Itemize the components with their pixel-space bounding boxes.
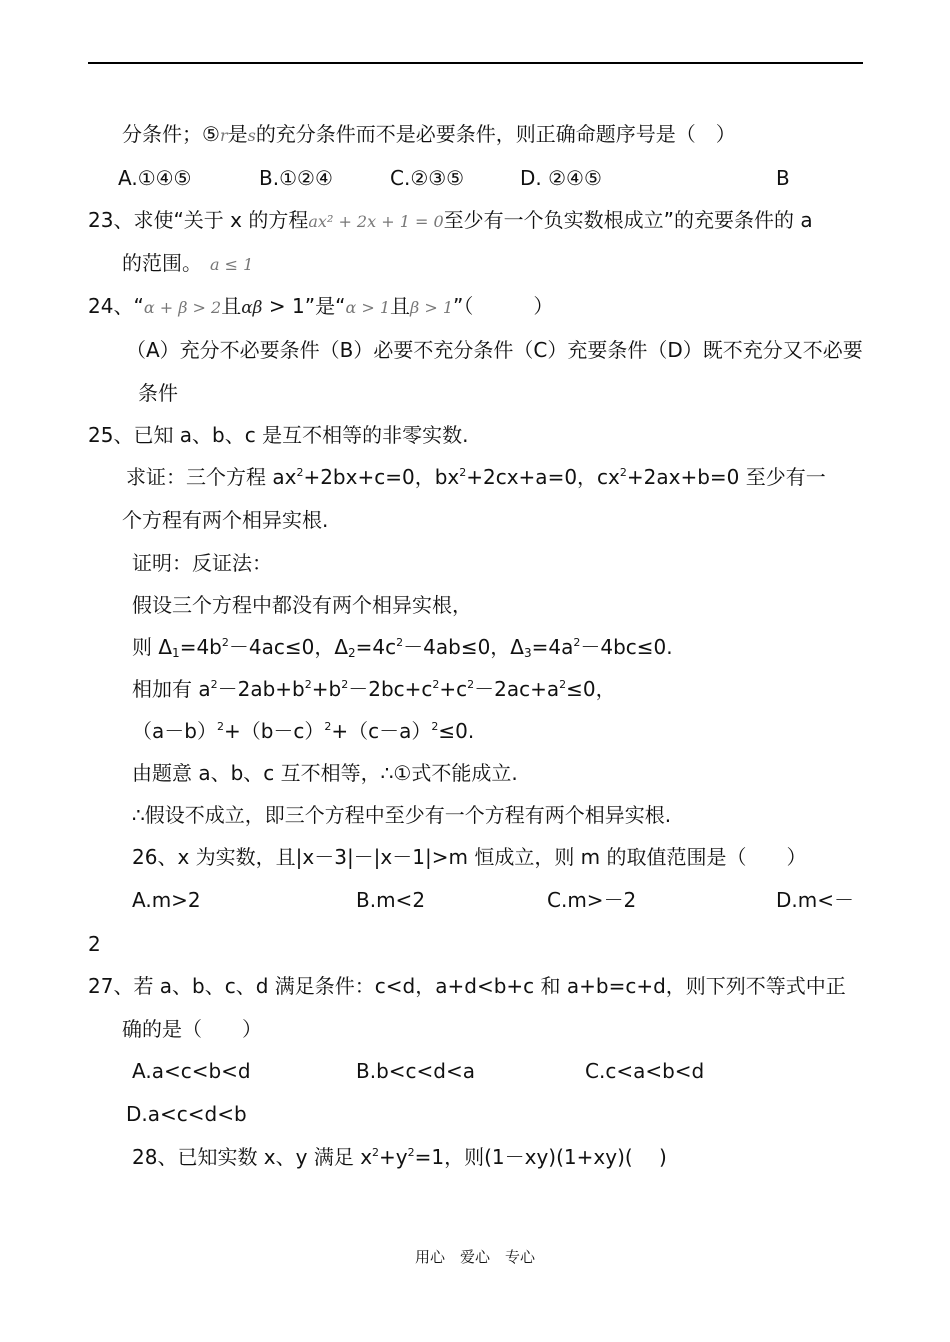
q26-option-b: B.m<2 <box>356 888 426 912</box>
page-footer: 用心 爱心 专心 <box>414 1248 535 1266</box>
q26-option-c: C.m>－2 <box>547 888 637 912</box>
q25-squares: $(a-b)^2+(b-c)^2+(c-a)^2\le 0$. <box>132 719 475 743</box>
q28-question: 28、已知实数 x、y 满足 $x^2+y^2=1$，则(1－xy)(1+xy)( ) <box>132 1145 667 1169</box>
q22-option-d: D. ②④⑤ <box>520 166 602 190</box>
q23-answer: a ≤ 1 <box>210 255 254 274</box>
q24-question: 24、“α + β > 2且αβ > 1”是“α > 1且β > 1”（ ） <box>88 294 554 318</box>
q26-option-d-wrap: 2 <box>88 932 101 956</box>
q22-option-b: B.①②④ <box>259 166 333 190</box>
q25-deltas: 则 $\Delta_1=4b^2-4ac\le 0$，$\Delta_2=4c^2-4ab\le 0$，$\Delta_3=4a^2-4bc\le 0$. <box>132 635 673 660</box>
q27-option-b: B.b<c<d<a <box>356 1059 475 1083</box>
q27-line1: 27、若 a、b、c、d 满足条件：c<d，a+d<b+c 和 a+b=c+d，则下列不等式中正 <box>88 974 846 998</box>
q23-equation: ax² + 2x + 1 = 0 <box>308 212 444 231</box>
q25-claim-line2: 个方程有两个相异实根. <box>122 508 329 532</box>
q25-proof-label: 证明：反证法： <box>132 551 272 575</box>
q25-contradiction: 由题意 a、b、c 互不相等，∴①式不能成立. <box>132 761 518 785</box>
q23-line2: 的范围。 a ≤ 1 <box>122 251 254 275</box>
q22-option-a: A.①④⑤ <box>118 166 192 190</box>
q24-options-wrap: 条件 <box>138 381 178 405</box>
q23-line1: 23、求使“关于 x 的方程ax² + 2x + 1 = 0至少有一个负实数根成立”的充要条件的 a <box>88 208 813 232</box>
q26-option-d: D.m<－ <box>776 888 854 912</box>
q22-answer: B <box>776 166 790 190</box>
q25-sum: 相加有 $a^2-2ab+b^2+b^2-2bc+c^2+c^2-2ac+a^2\le 0$， <box>132 677 616 701</box>
q26-question: 26、x 为实数，且|x－3|－|x－1|>m 恒成立，则 m 的取值范围是（ ） <box>132 845 807 869</box>
q25-title: 25、已知 a、b、c 是互不相等的非零实数. <box>88 423 469 447</box>
header-rule <box>88 62 863 64</box>
q27-line2: 确的是（ ） <box>122 1017 262 1041</box>
q22-option-c: C.②③⑤ <box>390 166 465 190</box>
q24-options: （A）充分不必要条件（B）必要不充分条件（C）充要条件（D）既不充分又不必要 <box>126 338 863 362</box>
q25-claim-line1: 求证：三个方程 $ax^2+2bx+c=0$，$bx^2+2cx+a=0$，$cx^2+2ax+b=0$ 至少有一 <box>126 465 826 489</box>
q27-option-d: D.a<c<d<b <box>126 1102 247 1126</box>
q22-tail: 分条件；⑤r是s的充分条件而不是必要条件，则正确命题序号是（ ） <box>122 122 736 146</box>
q27-option-a: A.a<c<b<d <box>132 1059 251 1083</box>
q25-conclusion: ∴假设不成立，即三个方程中至少有一个方程有两个相异实根. <box>132 803 672 827</box>
q25-assumption: 假设三个方程中都没有两个相异实根， <box>132 593 472 617</box>
q26-option-a: A.m>2 <box>132 888 201 912</box>
q27-option-c: C.c<a<b<d <box>585 1059 705 1083</box>
